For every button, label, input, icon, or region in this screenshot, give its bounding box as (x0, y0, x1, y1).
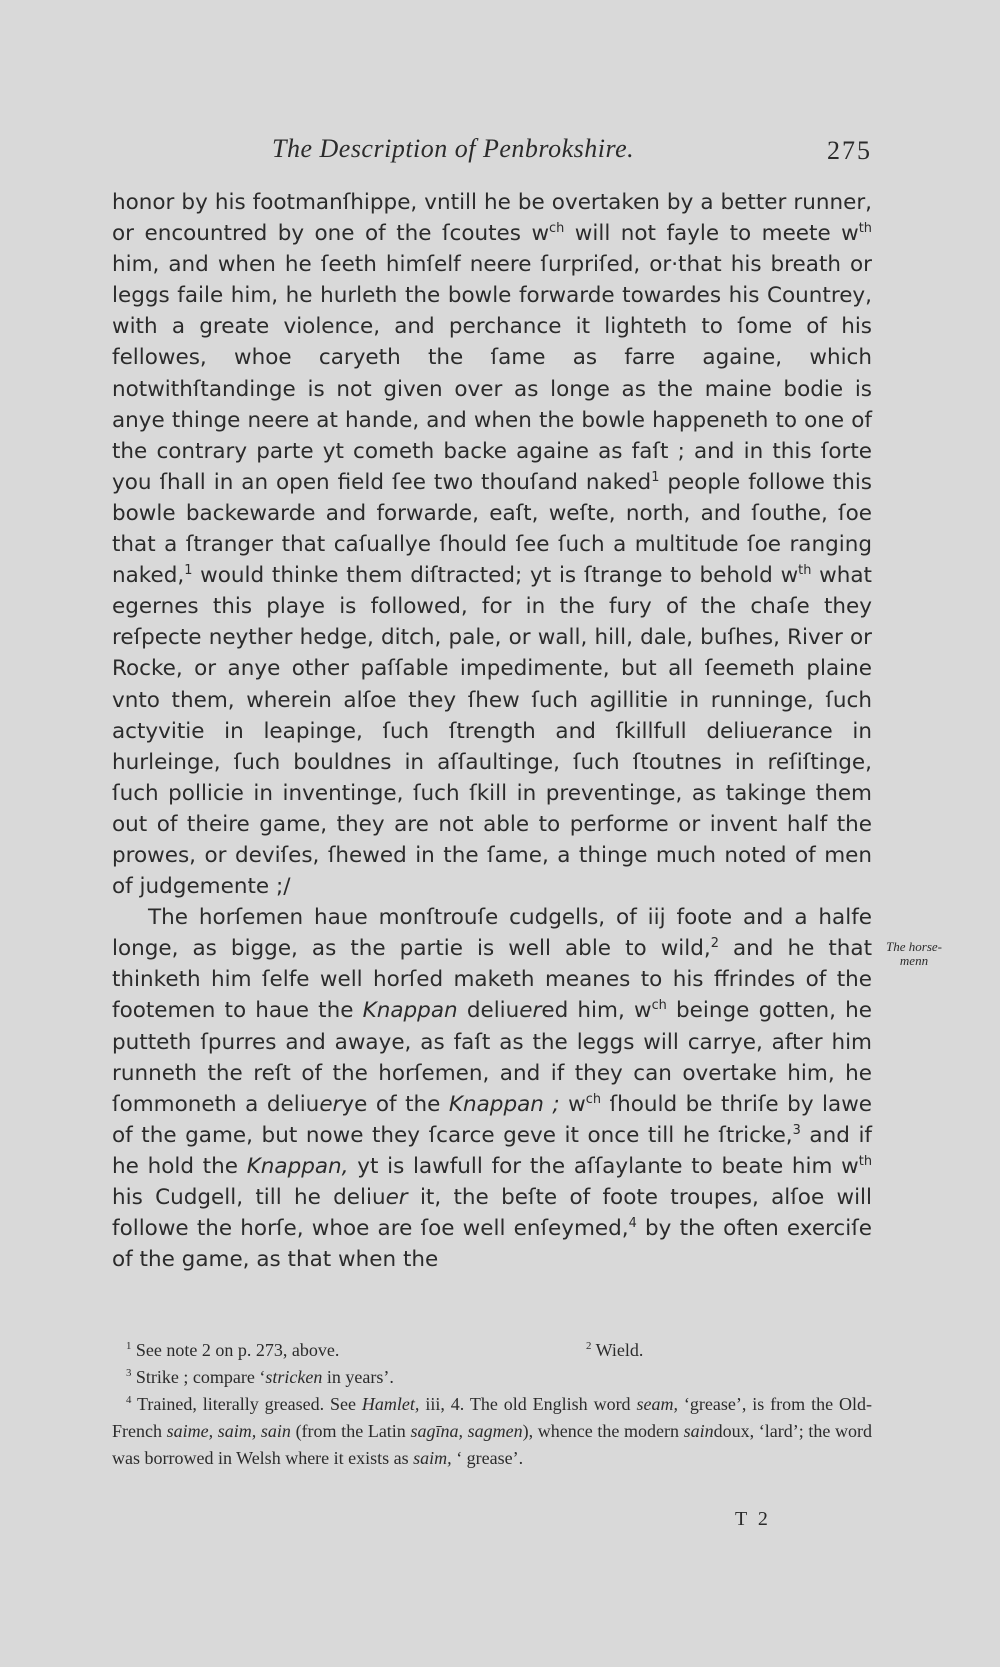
text-run: ‘grease’, is from the Old-French (112, 1394, 872, 1441)
superscript: th (798, 562, 812, 578)
text-run: See note 2 on p. 273, above. (131, 1340, 340, 1360)
text-run: (from the Latin (290, 1421, 411, 1441)
running-title: The Description of Penbrokshire. (272, 134, 635, 163)
page-number: 275 (827, 136, 872, 165)
text-run: in years’. (322, 1367, 394, 1387)
text-run: by the often exerciſe of the game, as that when the (112, 1216, 873, 1273)
text-run: The horſemen haue monſtrouſe cudgells, of iij foote and a halfe longe, as bigge, as the partie is well able to wild, (112, 905, 872, 962)
superscript: th (858, 220, 872, 236)
text-run: ‘ grease’. (451, 1448, 524, 1468)
footnote-row (112, 1337, 872, 1364)
text-run: will not fayle to meete w (564, 221, 859, 247)
text-run: w (559, 1091, 586, 1117)
margin-note (869, 940, 959, 968)
signature-mark: T 2 (735, 1508, 771, 1530)
text-run: would thinke them diſtracted; yt is ſtrange to behold w (192, 563, 799, 589)
text-run: it, the beſte of foote troupes, alſoe will followe the horſe, whoe are ſoe well enſeymed, (112, 1185, 872, 1242)
text-run: what egernes this playe is followed, for in the fury of the chaſe they reſpecte neyther hedge, ditch, pale, or wall, hill, dale, buſhes, River or Rocke, or anye other paſſable impedimente, but all ſeemeth plaine vnto them, wherein alſoe they ſhew ſuch agillitie in runninge, ſuch actyvitie in leapinge, ſuch ſtrength and ſkillfull deliu (112, 563, 872, 744)
body-text (112, 187, 872, 1275)
footnote-3 (112, 1364, 872, 1391)
superscript: ch (651, 998, 667, 1014)
text-run: ), whence the modern (522, 1421, 684, 1441)
footnote-4 (112, 1391, 872, 1472)
italic-run: Knappan, (246, 1153, 349, 1179)
text-run: ance in hurleinge, ſuch bouldnes in aſſaultinge, ſuch ſtoutnes in reſiſtinge, ſuch pollicie in inventinge, ſuch ſkill in preventinge, as takinge them out of theire game, they are not able to performe or invent half the prowes, or deviſes, ſhewed in the ſame, a thinge much noted of men of judgemente ;/ (112, 718, 872, 900)
italic-run: Knappan ; (448, 1091, 560, 1117)
text-run: iii, 4. The old English word (419, 1394, 637, 1414)
superscript: 1 (126, 1340, 132, 1352)
superscript: 1 (651, 469, 660, 485)
footnotes (112, 1337, 872, 1472)
italic-run: saime, saim, sain (166, 1421, 291, 1441)
text-run: his Cudgell, till he deliu (112, 1185, 386, 1210)
text-run: deliu (457, 998, 520, 1024)
paragraph-footmen (112, 187, 872, 902)
text-run: honor by his footmanſhippe, vntill he be overtaken by a better runner, or encountred by one of the ſcoutes w (112, 190, 872, 247)
footnote-1 (126, 1337, 339, 1364)
margin-note-line: menn (899, 953, 929, 968)
superscript: 4 (628, 1215, 637, 1231)
superscript: ch (585, 1091, 601, 1107)
text-run: Strike ; compare ‘ (131, 1367, 266, 1387)
text-run: him, and when he ſeeth himſelf neere ſurpriſed, or·that his breath or leggs faile him, he hurleth the bowle forwarde towardes his Countrey, with a greate violence, and perchance it lighteth to ſome of his fellowes, whoe caryeth the ſame as farre againe, which notwithſtandinge is not given over as longe as the maine bodie is anye thinge neere at hande, and when the bowle happeneth to one of the contrary parte yt cometh backe againe as faſt ; and in this ſorte you ſhall in an open field ſee two thouſand naked (112, 252, 872, 495)
text-run: and if he hold the (112, 1122, 872, 1179)
superscript: ch (549, 220, 565, 236)
margin-note-line: The horse- (886, 939, 942, 954)
text-run: ſhould be thriſe by lawe of the game, but nowe they ſcarce geve it once till he ſtricke, (112, 1091, 873, 1148)
italic-run: saim, (413, 1448, 452, 1468)
text-run: ye of the (341, 1091, 449, 1117)
text-run: beinge gotten, he putteth ſpurres and awaye, as faſt as the leggs will carrye, after him runneth the reſt of the horſemen, and if they can overtake him, he ſommoneth a deliu (112, 998, 872, 1117)
italic-run: Hamlet, (361, 1394, 420, 1414)
superscript: 1 (184, 562, 193, 578)
italic-run: er (758, 718, 781, 744)
italic-run: er (319, 1091, 342, 1117)
paragraph-horsemen (112, 902, 872, 1275)
italic-run: seam, (636, 1394, 678, 1414)
text-run: Wield. (591, 1340, 644, 1360)
superscript: th (858, 1153, 872, 1169)
italic-run: sagīna, sagmen (410, 1421, 523, 1441)
text-run: yt is lawfull for the aſſaylante to beate him w (348, 1153, 859, 1179)
italic-run: er (519, 998, 542, 1024)
superscript: 4 (126, 1394, 132, 1406)
italic-run: stricken (265, 1367, 323, 1387)
text-run: Trained, literally greased. See (131, 1394, 362, 1414)
text-run: people followe this bowle backewarde and forwarde, eaſt, weſte, north, and ſouthe, ſoe that a ſtranger that caſuallye ſhould ſee ſuch a multitude ſoe ranging naked, (112, 469, 873, 589)
superscript: 2 (710, 936, 719, 952)
superscript: 2 (586, 1340, 592, 1352)
italic-run: sain (683, 1421, 714, 1441)
footnote-2 (586, 1337, 643, 1364)
italic-run: Knappan (362, 998, 458, 1024)
text-run: and he that thinketh him ſelfe well horſed maketh meanes to his ffrindes of the footemen to haue the (112, 936, 873, 1024)
superscript: 3 (792, 1122, 801, 1138)
superscript: 3 (126, 1367, 132, 1379)
text-run: doux, ‘lard’; the word was borrowed in Welsh where it exists as (112, 1421, 872, 1468)
text-run: ed him, w (541, 998, 652, 1024)
italic-run: er (385, 1185, 408, 1210)
